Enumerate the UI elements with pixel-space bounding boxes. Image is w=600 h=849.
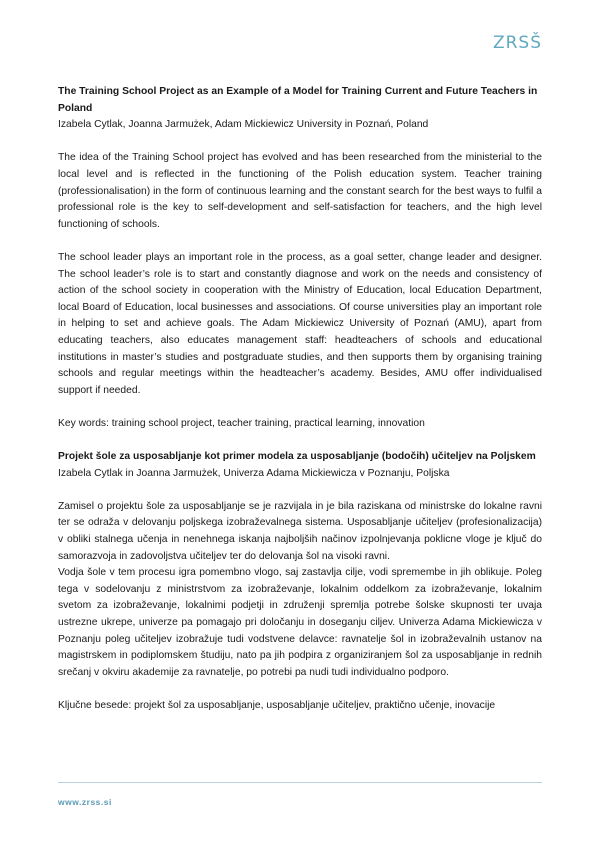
english-authors: Izabela Cytlak, Joanna Jarmużek, Adam Mickiewicz University in Poznań, Poland: [58, 119, 429, 131]
english-title: The Training School Project as an Example of a Model for Training Current and Future Teachers in Poland: [58, 86, 538, 114]
footer-divider: [58, 782, 542, 783]
english-keywords: Key words: training school project, teacher training, practical learning, innovation: [58, 417, 425, 429]
slovenian-paragraph-1: Zamisel o projektu šole za usposabljanje se je razvijala in je bila raziskana od ministrske do lokalne ravni ter se odraža v delovanju poljskega izobraževalnega sistema. Usposabljanje učiteljev (profesionalizacija) v obliki stalnega učenja in nenehnega iskanja najboljših načinov izpolnjevanja poklicne vloge je ključ do samorazvoja in zadovoljstva učiteljev ter do delovanja šol na visoki ravni.: [58, 500, 542, 562]
article-abstracts: [58, 84, 542, 715]
english-paragraph-2: The school leader plays an important role in the process, as a goal setter, change leader and designer. The school leader’s role is to start and constantly diagnose and work on the needs and consistency of action of the school society in cooperation with the Ministry of Education, local Education Department, local Board of Education, local businesses and associations. Of course universities play an important role in helping to set and achieve goals. The Adam Mickiewicz University of Poznań (AMU), apart from educating teachers, also educates management staff: headteachers of schools and educational institutions in master’s studies and postgraduate studies, and then supports them by organising training schools and regular meetings within the headteacher’s academy. Besides, AMU offer individualised support if needed.: [58, 251, 542, 396]
slovenian-authors: Izabela Cytlak in Joanna Jarmużek, Univerza Adama Mickiewicza v Poznanju, Poljska: [58, 467, 450, 479]
footer-website-link[interactable]: www.zrss.si: [58, 797, 112, 807]
slovenian-keywords: Ključne besede: projekt šol za usposabljanje, usposabljanje učiteljev, praktično učenje, inovacije: [58, 699, 496, 711]
zrss-logo: ZRSŠ: [492, 33, 542, 53]
slovenian-paragraph-2: Vodja šole v tem procesu igra pomembno vlogo, saj zastavlja cilje, vodi spremembe in jih oblikuje. Poleg tega v sodelovanju z ministrstvom za izobraževanje, lokalnim oddelkom za izobraževanje, lokalnim svetom za izobraževanje, lokalnimi podjetji in združenji spremlja potrebe šolske skupnosti ter uvaja ustrezne ukrepe, univerze pa pomagajo pri določanju in doseganju ciljev. Univerza Adama Mickiewicza v Poznanju poleg učiteljev izobražuje tudi vodstvene delavce: ravnatelje šol in izobraževalnih ustanov na magistrskem in podiplomskem študiju, nato pa jih podpira z organiziranjem šol za usposabljanje in rednih srečanj v okviru akademije za ravnatelje, po potrebi pa nudi tudi individualno podporo.: [58, 567, 542, 678]
english-paragraph-1: The idea of the Training School project has evolved and has been researched from the ministerial to the local level and is reflected in the functioning of the Polish education system. Teacher training (professionalisation) in the form of continuous learning and the constant search for the best ways to fulfil a professional role is the key to self-development and self-satisfaction for teachers, and the high level functioning of schools.: [58, 152, 542, 230]
slovenian-title: Projekt šole za usposabljanje kot primer modela za usposabljanje (bodočih) učiteljev na Poljskem: [58, 451, 536, 463]
